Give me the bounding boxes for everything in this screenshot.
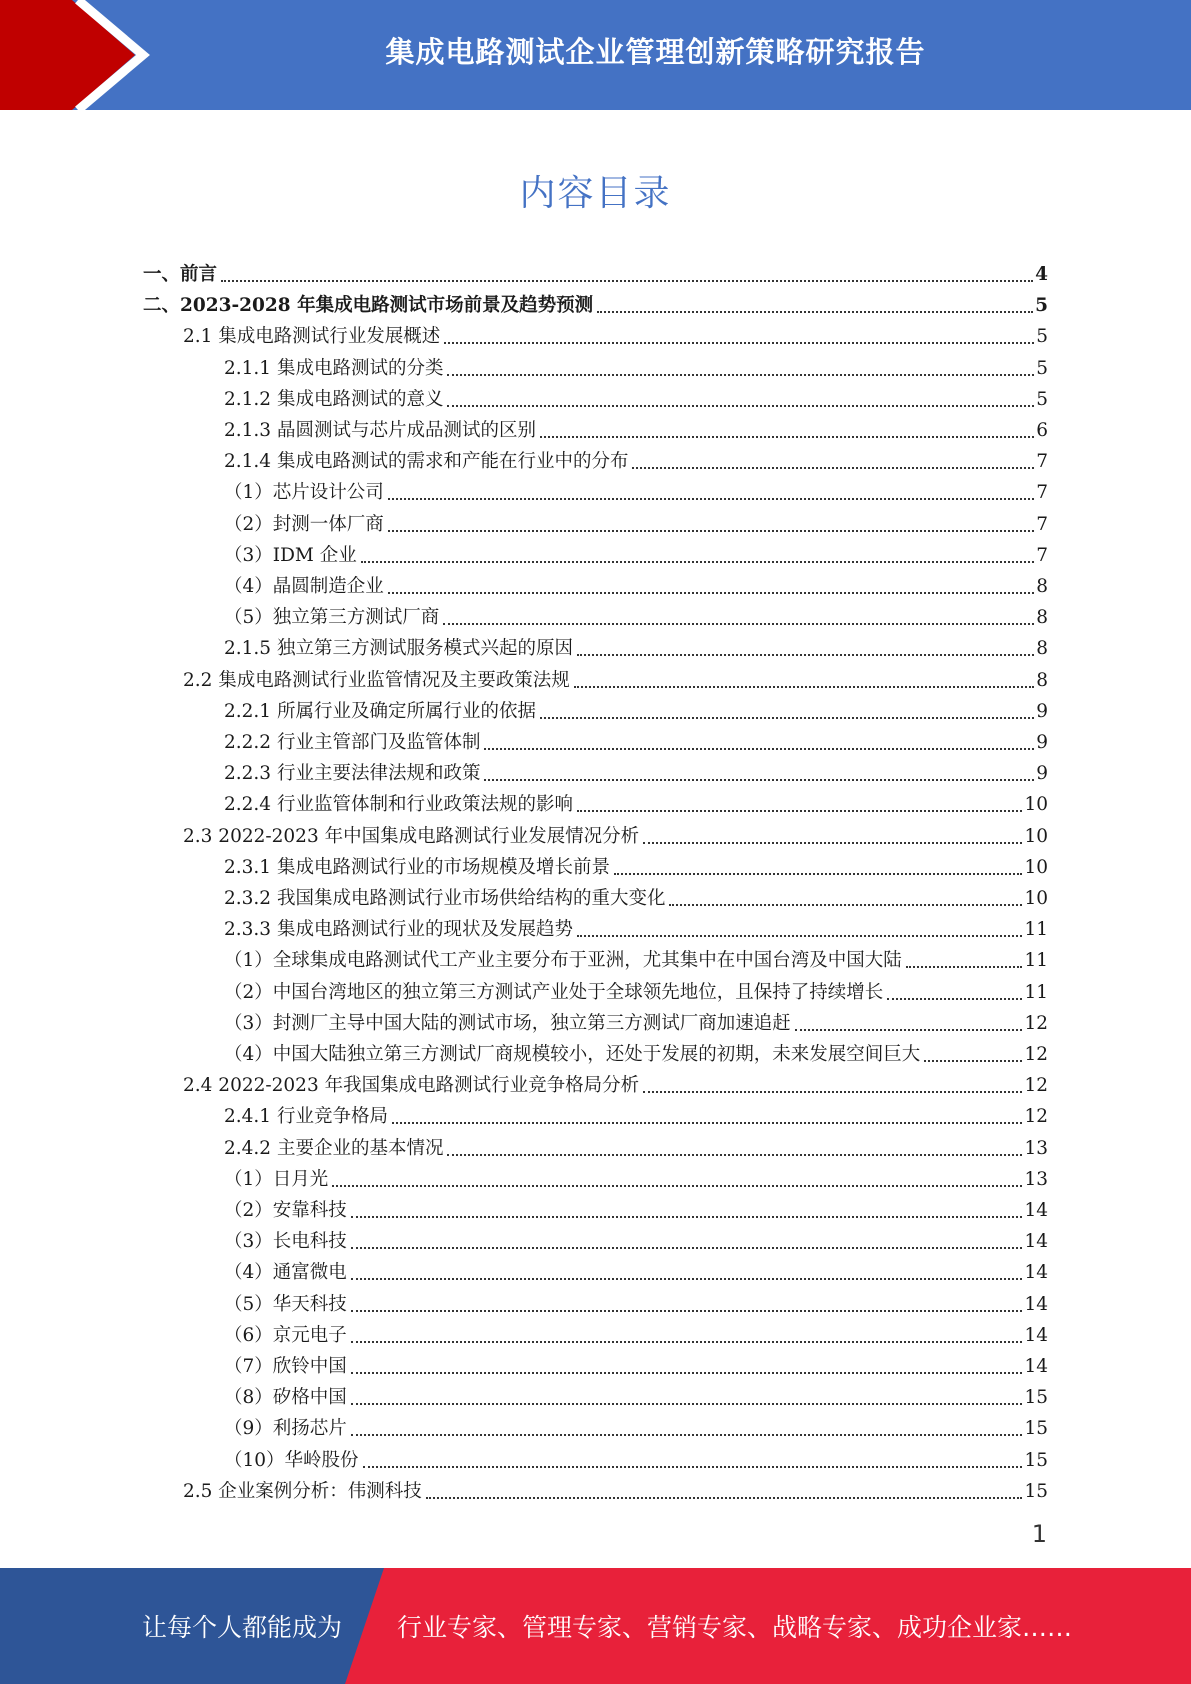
toc-entry[interactable] bbox=[143, 286, 1048, 317]
toc-dot-leader bbox=[351, 1216, 1023, 1218]
toc-entry-page: 7 bbox=[1036, 544, 1048, 566]
toc-entry[interactable] bbox=[224, 567, 1048, 598]
toc-dot-leader bbox=[332, 1185, 1022, 1187]
toc-entry-page: 11 bbox=[1024, 919, 1048, 941]
toc-entry-page: 9 bbox=[1036, 700, 1048, 722]
toc-entry-page: 14 bbox=[1024, 1231, 1048, 1253]
toc-entry[interactable] bbox=[224, 1035, 1048, 1066]
toc-dot-leader bbox=[484, 748, 1034, 750]
toc-dot-leader bbox=[351, 1403, 1023, 1405]
toc-entry-page: 8 bbox=[1036, 607, 1048, 629]
toc-entry-title: 2.1.1 集成电路测试的分类 bbox=[224, 357, 444, 379]
toc-entry[interactable] bbox=[224, 941, 1048, 972]
toc-entry-page: 5 bbox=[1036, 326, 1048, 348]
toc-entry-title: 2.1.2 集成电路测试的意义 bbox=[224, 388, 444, 410]
footer-banner bbox=[0, 1568, 1191, 1684]
toc-entry[interactable] bbox=[224, 411, 1048, 442]
toc-entry[interactable] bbox=[224, 1097, 1048, 1128]
toc-entry-title: 2.3 2022-2023 年中国集成电路测试行业发展情况分析 bbox=[183, 825, 640, 847]
toc-entry-title: （3）封测厂主导中国大陆的测试市场，独立第三方测试厂商加速追赶 bbox=[224, 1012, 791, 1034]
toc-dot-leader bbox=[444, 342, 1034, 344]
toc-entry[interactable] bbox=[224, 1129, 1048, 1160]
toc-entry-title: （1）全球集成电路测试代工产业主要分布于亚洲，尤其集中在中国台湾及中国大陆 bbox=[224, 950, 902, 972]
toc-entry[interactable] bbox=[224, 380, 1048, 411]
toc-dot-leader bbox=[574, 686, 1034, 688]
toc-dot-leader bbox=[643, 1091, 1022, 1093]
toc-entry-title: （1）芯片设计公司 bbox=[224, 482, 384, 504]
toc-entry-title: 2.1 集成电路测试行业发展概述 bbox=[183, 326, 441, 348]
toc-entry[interactable] bbox=[183, 817, 1048, 848]
toc-entry-page: 10 bbox=[1024, 888, 1048, 909]
toc-entry-page: 15 bbox=[1024, 1449, 1048, 1471]
toc-entry-page: 10 bbox=[1024, 825, 1048, 847]
toc-entry-page: 14 bbox=[1024, 1262, 1048, 1284]
toc-entry-page: 15 bbox=[1024, 1418, 1048, 1440]
toc-entry[interactable] bbox=[224, 629, 1048, 660]
toc-dot-leader bbox=[351, 1247, 1023, 1249]
toc-entry-page: 11 bbox=[1024, 981, 1048, 1003]
report-title: 集成电路测试企业管理创新策略研究报告 bbox=[385, 34, 926, 69]
toc-entry-page: 7 bbox=[1036, 513, 1048, 535]
toc-entry[interactable] bbox=[224, 598, 1048, 629]
toc-entry[interactable] bbox=[224, 879, 1048, 910]
toc-dot-leader bbox=[906, 966, 1023, 968]
toc-entry-page: 14 bbox=[1024, 1293, 1048, 1315]
toc-entry[interactable] bbox=[224, 910, 1048, 941]
toc-heading: 内容目录 bbox=[519, 173, 672, 214]
toc-entry-page: 5 bbox=[1036, 388, 1048, 410]
toc-entry[interactable] bbox=[224, 1222, 1048, 1253]
toc-dot-leader bbox=[351, 1278, 1023, 1280]
toc-entry[interactable] bbox=[224, 1285, 1048, 1316]
toc-entry-title: 2.1.3 晶圆测试与芯片成品测试的区别 bbox=[224, 420, 536, 441]
toc-entry-title: （4）通富微电 bbox=[224, 1262, 347, 1284]
toc-dot-leader bbox=[577, 654, 1034, 656]
toc-entry-title: （7）欣铃中国 bbox=[224, 1356, 347, 1377]
toc-entry[interactable] bbox=[224, 349, 1048, 380]
toc-entry-page: 4 bbox=[1035, 264, 1048, 285]
toc-entry-title: 2.2 集成电路测试行业监管情况及主要政策法规 bbox=[183, 669, 570, 691]
toc-dot-leader bbox=[351, 1341, 1023, 1343]
toc-entry[interactable] bbox=[224, 1191, 1048, 1222]
toc-entry-title: （4）中国大陆独立第三方测试厂商规模较小，还处于发展的初期，未来发展空间巨大 bbox=[224, 1044, 921, 1065]
toc-dot-leader bbox=[447, 405, 1034, 407]
toc-entry-title: 2.1.5 独立第三方测试服务模式兴起的原因 bbox=[224, 638, 573, 660]
toc-entry-page: 8 bbox=[1036, 669, 1048, 691]
toc-entry-title: （9）利扬芯片 bbox=[224, 1418, 347, 1440]
toc-dot-leader bbox=[447, 374, 1034, 376]
toc-entry-title: （8）矽格中国 bbox=[224, 1387, 347, 1409]
toc-dot-leader bbox=[351, 1434, 1023, 1436]
toc-entry-title: （3）长电科技 bbox=[224, 1231, 347, 1253]
toc-entry-page: 14 bbox=[1024, 1324, 1048, 1346]
toc-entry[interactable] bbox=[224, 505, 1048, 536]
toc-entry-page: 7 bbox=[1036, 482, 1048, 504]
toc-entry-title: 2.2.1 所属行业及确定所属行业的依据 bbox=[224, 700, 536, 722]
toc-dot-leader bbox=[924, 1060, 1022, 1062]
toc-entry-title: 一、前言 bbox=[143, 264, 218, 285]
toc-entry-title: 2.4.1 行业竞争格局 bbox=[224, 1106, 388, 1128]
toc-entry-page: 12 bbox=[1024, 1075, 1048, 1097]
toc-dot-leader bbox=[351, 1372, 1023, 1374]
toc-entry[interactable] bbox=[224, 973, 1048, 1004]
toc-entry[interactable] bbox=[224, 1347, 1048, 1378]
toc-dot-leader bbox=[388, 498, 1034, 500]
toc-entry-page: 15 bbox=[1024, 1480, 1048, 1502]
toc-entry[interactable] bbox=[224, 1378, 1048, 1409]
toc-entry-title: 2.4.2 主要企业的基本情况 bbox=[224, 1137, 444, 1159]
toc-dot-leader bbox=[632, 467, 1034, 469]
toc-entry-title: （10）华岭股份 bbox=[224, 1449, 359, 1471]
toc-dot-leader bbox=[221, 280, 1033, 282]
toc-dot-leader bbox=[795, 1029, 1023, 1031]
toc-dot-leader bbox=[447, 1154, 1022, 1156]
header-banner bbox=[0, 0, 1191, 110]
toc-entry-title: 2.3.1 集成电路测试行业的市场规模及增长前景 bbox=[224, 856, 610, 878]
toc-entry-page: 12 bbox=[1024, 1106, 1048, 1128]
toc-dot-leader bbox=[577, 810, 1022, 812]
toc-entry[interactable] bbox=[183, 661, 1048, 692]
toc-entry[interactable] bbox=[224, 692, 1048, 723]
toc-entry-title: （2）封测一体厂商 bbox=[224, 513, 384, 535]
toc-dot-leader bbox=[426, 1497, 1023, 1499]
toc-entry-title: 2.5 企业案例分析：伟测科技 bbox=[183, 1480, 422, 1502]
toc-entry[interactable] bbox=[224, 536, 1048, 567]
toc-entry-page: 5 bbox=[1036, 357, 1048, 379]
toc-entry-title: 2.3.3 集成电路测试行业的现状及发展趋势 bbox=[224, 919, 573, 941]
toc-entry[interactable] bbox=[183, 1066, 1048, 1097]
toc-entry-page: 5 bbox=[1035, 295, 1048, 317]
toc-entry-page: 13 bbox=[1024, 1137, 1048, 1159]
toc-entry-title: 2.1.4 集成电路测试的需求和产能在行业中的分布 bbox=[224, 451, 629, 473]
toc-entry-page: 9 bbox=[1036, 763, 1048, 785]
toc-entry-page: 9 bbox=[1036, 732, 1048, 753]
toc-entry-page: 10 bbox=[1024, 794, 1048, 816]
toc-entry[interactable] bbox=[224, 1409, 1048, 1440]
toc-entry-title: （3）IDM 企业 bbox=[224, 544, 357, 566]
toc-entry[interactable] bbox=[224, 1160, 1048, 1191]
toc-entry-page: 12 bbox=[1024, 1012, 1048, 1034]
toc-entry-page: 14 bbox=[1024, 1200, 1048, 1221]
toc-entry-title: （5）华天科技 bbox=[224, 1293, 347, 1315]
toc-entry-title: （2）安靠科技 bbox=[224, 1200, 347, 1221]
toc-dot-leader bbox=[540, 436, 1034, 438]
toc-entry[interactable] bbox=[183, 1472, 1048, 1503]
toc-entry[interactable] bbox=[224, 1441, 1048, 1472]
toc-entry-page: 11 bbox=[1024, 950, 1048, 972]
toc-dot-leader bbox=[484, 779, 1034, 781]
toc-dot-leader bbox=[443, 623, 1034, 625]
toc-entry-title: （1）日月光 bbox=[224, 1168, 329, 1190]
page-number: 1 bbox=[1031, 1520, 1047, 1548]
toc-entry-title: 2.2.2 行业主管部门及监管体制 bbox=[224, 732, 481, 753]
toc-entry-page: 8 bbox=[1036, 638, 1048, 660]
footer-slogan-right: 行业专家、管理专家、营销专家、战略专家、成功企业家…… bbox=[397, 1613, 1073, 1642]
toc-entry-title: 二、2023-2028 年集成电路测试市场前景及趋势预测 bbox=[143, 295, 594, 317]
toc-dot-leader bbox=[597, 311, 1033, 313]
toc-entry-page: 6 bbox=[1036, 420, 1048, 441]
toc-dot-leader bbox=[388, 592, 1034, 594]
toc-entry[interactable] bbox=[183, 317, 1048, 348]
toc-entry-title: 2.2.3 行业主要法律法规和政策 bbox=[224, 763, 481, 785]
toc-entry-title: （4）晶圆制造企业 bbox=[224, 576, 384, 597]
toc-entry-page: 7 bbox=[1036, 451, 1048, 473]
toc-entry[interactable] bbox=[224, 1316, 1048, 1347]
toc-dot-leader bbox=[351, 1310, 1023, 1312]
toc-dot-leader bbox=[361, 561, 1034, 563]
toc-entry[interactable] bbox=[224, 1004, 1048, 1035]
toc-entry-title: （6）京元电子 bbox=[224, 1324, 347, 1346]
toc-dot-leader bbox=[577, 935, 1022, 937]
toc-dot-leader bbox=[643, 842, 1022, 844]
toc-dot-leader bbox=[388, 530, 1034, 532]
toc-entry-title: 2.4 2022-2023 年我国集成电路测试行业竞争格局分析 bbox=[183, 1075, 640, 1097]
toc-dot-leader bbox=[669, 904, 1022, 906]
toc-entry-page: 10 bbox=[1024, 856, 1048, 878]
toc-dot-leader bbox=[363, 1466, 1023, 1468]
toc-entry[interactable] bbox=[224, 473, 1048, 504]
toc-entry-page: 13 bbox=[1024, 1168, 1048, 1190]
toc-entry-title: （2）中国台湾地区的独立第三方测试产业处于全球领先地位，且保持了持续增长 bbox=[224, 981, 884, 1003]
toc-entry[interactable] bbox=[143, 255, 1048, 286]
toc-entry[interactable] bbox=[224, 754, 1048, 785]
toc-entry-page: 12 bbox=[1024, 1044, 1048, 1065]
toc-dot-leader bbox=[887, 998, 1022, 1000]
toc-entry[interactable] bbox=[224, 723, 1048, 754]
toc-dot-leader bbox=[392, 1122, 1022, 1124]
toc-entry-page: 14 bbox=[1024, 1356, 1048, 1377]
toc-entry[interactable] bbox=[224, 1253, 1048, 1284]
toc-dot-leader bbox=[540, 717, 1034, 719]
toc-entry[interactable] bbox=[224, 785, 1048, 816]
toc-entry-title: 2.2.4 行业监管体制和行业政策法规的影响 bbox=[224, 794, 573, 816]
toc-entry[interactable] bbox=[224, 442, 1048, 473]
toc-entry-title: （5）独立第三方测试厂商 bbox=[224, 607, 440, 629]
toc-entry-page: 8 bbox=[1036, 576, 1048, 597]
toc-entry-title: 2.3.2 我国集成电路测试行业市场供给结构的重大变化 bbox=[224, 888, 666, 909]
toc-dot-leader bbox=[614, 873, 1022, 875]
toc-entry-page: 15 bbox=[1024, 1387, 1048, 1409]
footer-slogan-left: 让每个人都能成为 bbox=[142, 1613, 343, 1642]
toc-entry[interactable] bbox=[224, 848, 1048, 879]
